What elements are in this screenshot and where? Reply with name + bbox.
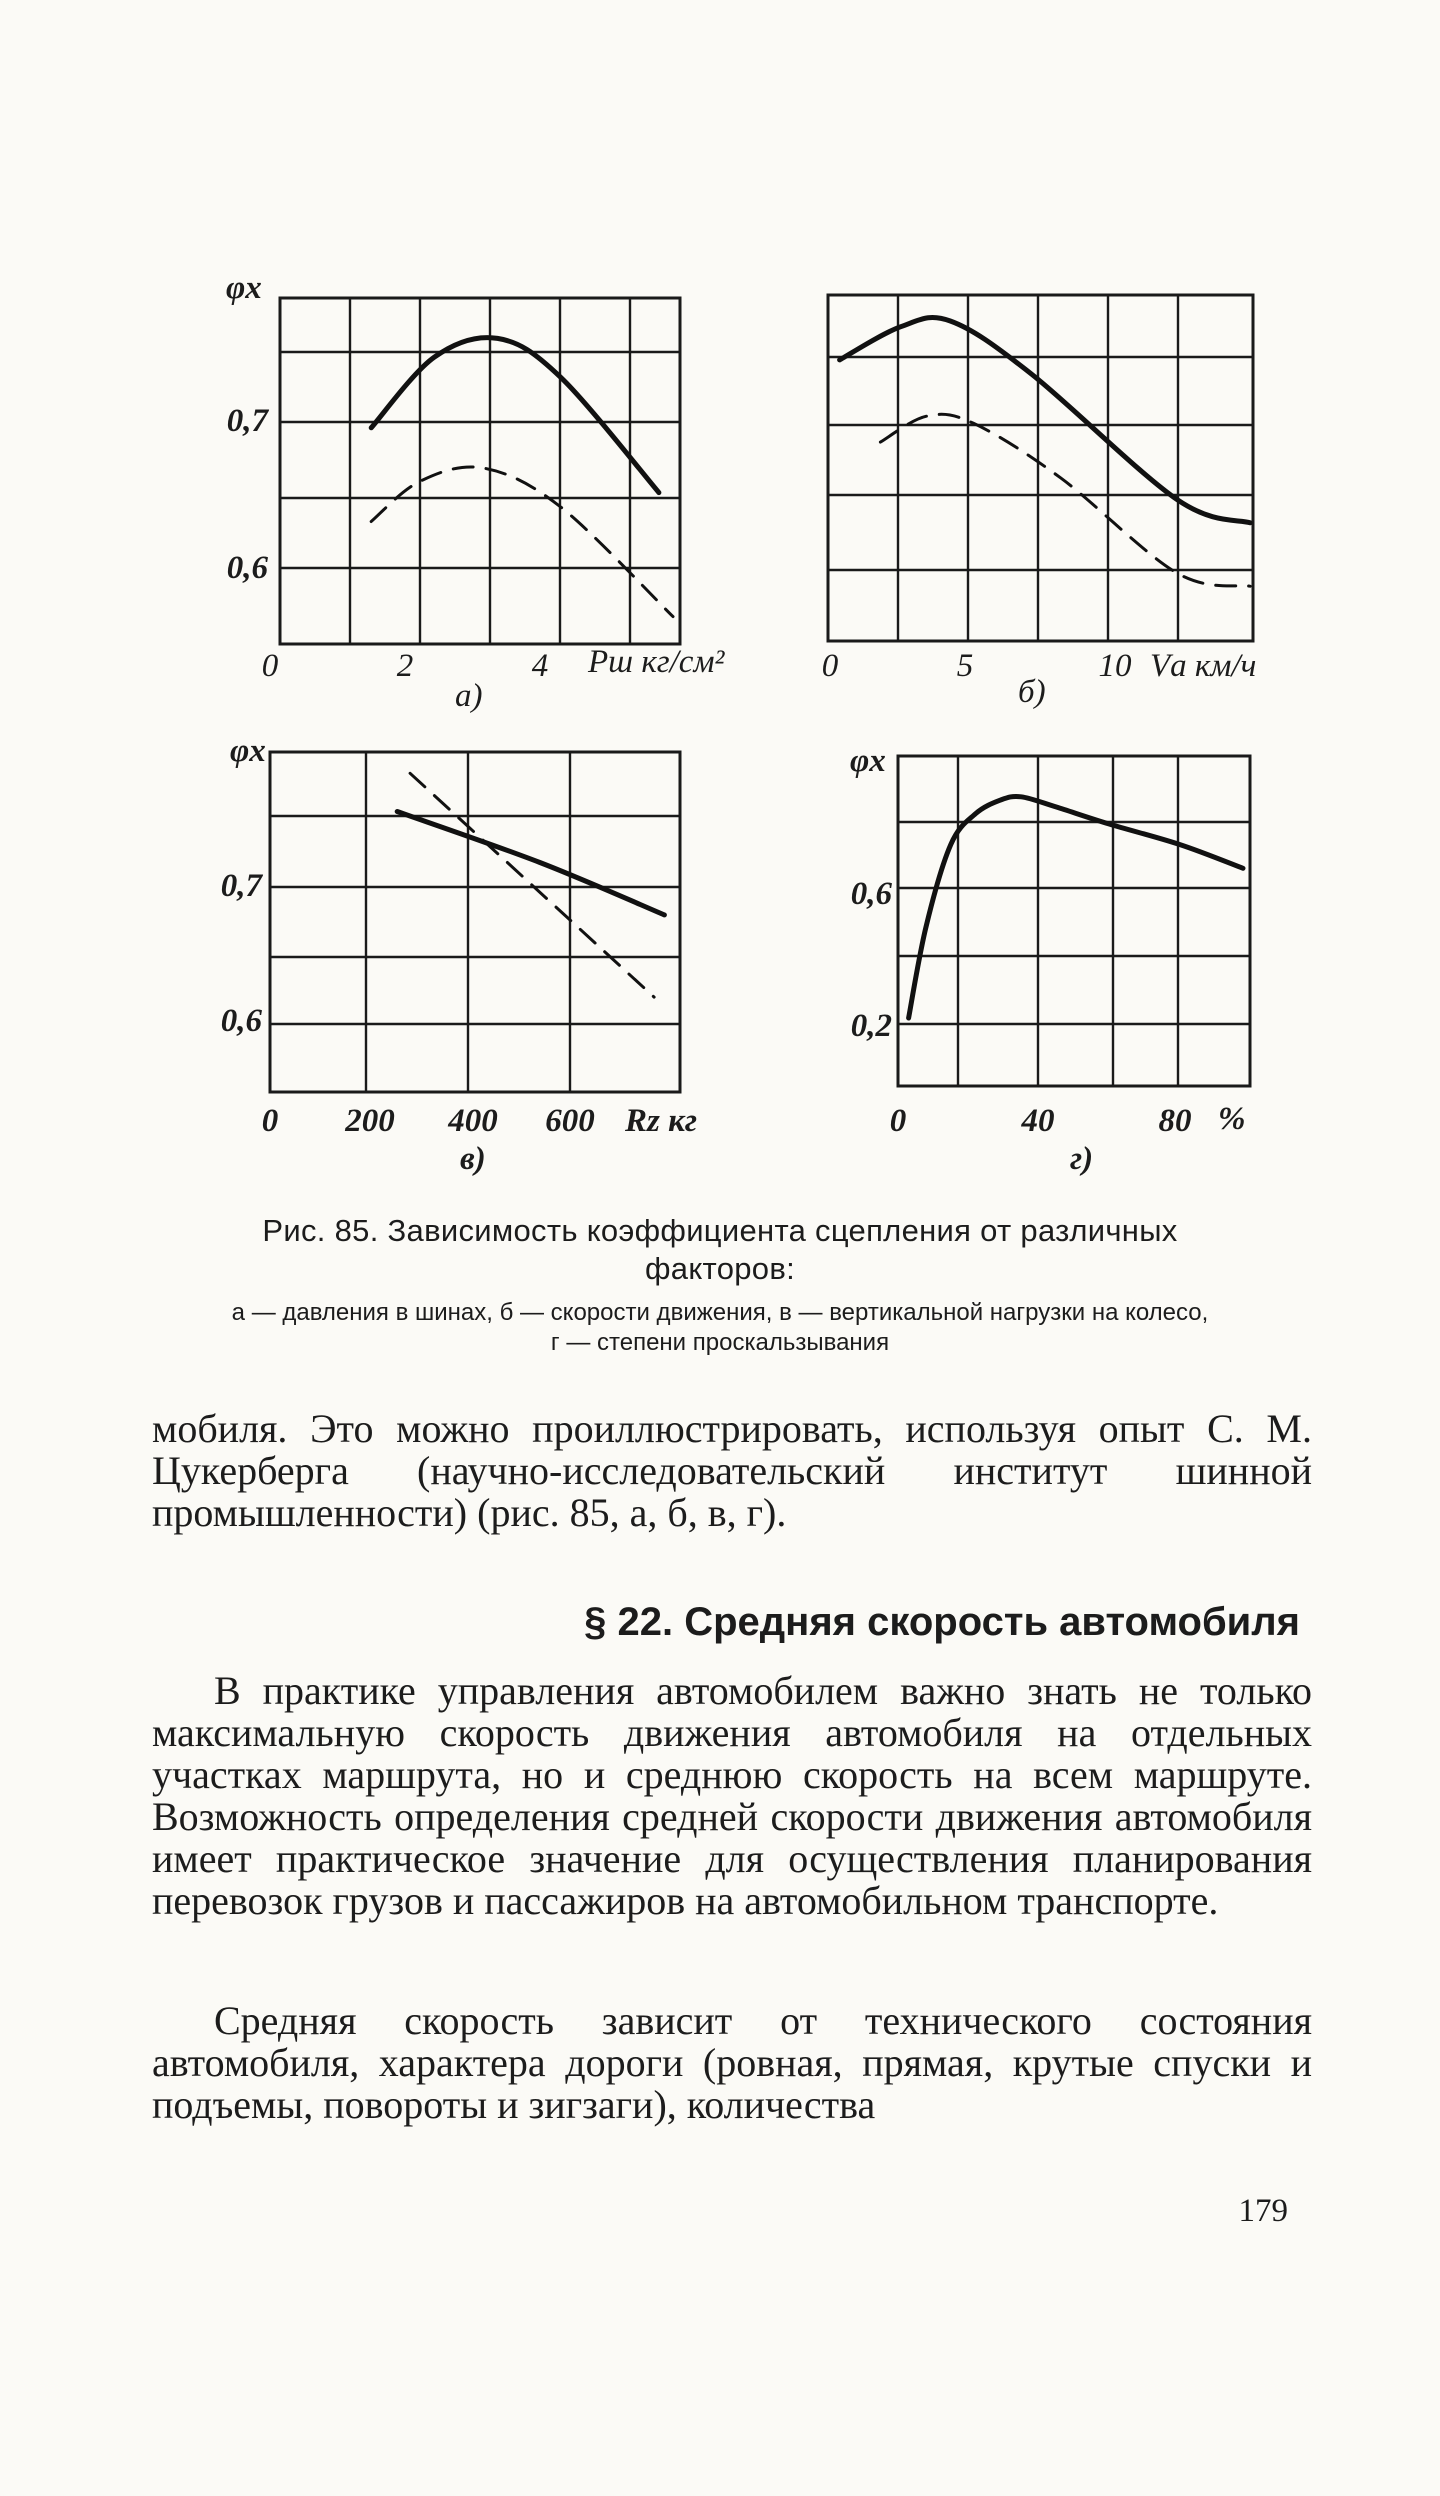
x-tick-c-3: 400 [448, 1103, 498, 1139]
x-unit-d: % [1218, 1101, 1246, 1137]
paragraph-1: В практике управления автомобилем важно знать не только максимальную скорость движения автомобиля на отдельных участках маршрута, но и среднюю скорость на всем маршруте. Возможность определения средней скорости движения автомобиля имеет практическое значение для осуществления планирования перевозок грузов и пассажиров на автомобильном транспорте. [152, 1668, 1312, 1923]
x-unit-b: Vа км/ч [1150, 648, 1257, 684]
x-tick-d-3: 80 [1158, 1103, 1192, 1139]
x-tick-b-1: 0 [821, 648, 839, 684]
plot-b [828, 295, 1253, 641]
x-tick-d-1: 0 [889, 1103, 907, 1139]
y-tick-a-2: 0,6 [226, 550, 268, 586]
x-tick-c-2: 200 [345, 1103, 395, 1139]
plot-c [270, 752, 680, 1092]
page-number: 179 [1238, 2193, 1288, 2229]
axis-label-d-y: φx [850, 743, 886, 779]
axis-label-c-y: φx [230, 733, 266, 769]
x-tick-a-1: 0 [261, 648, 279, 684]
plot-a [280, 298, 680, 644]
curve-b-solid [840, 317, 1251, 522]
figure-caption [0, 1212, 1440, 1288]
section-heading: § 22. Средняя скорость автомобиля [584, 1600, 1300, 1644]
curve-c-solid [397, 812, 664, 915]
panel-letter-b: б) [1018, 674, 1046, 710]
paragraph-0: мобиля. Это можно проиллюстрировать, используя опыт С. М. Цукерберга (научно-исследовательский институт шинной промышленности) (рис. 85, а, б, в, г). [152, 1406, 1312, 1535]
legend-line-1: а — давления в шинах, б — скорости движения, в — вертикальной нагрузки на колесо, [231, 1299, 1209, 1326]
y-tick-a-1: 0,7 [226, 403, 268, 439]
panel-letter-c: в) [460, 1141, 486, 1177]
x-tick-c-4: 600 [545, 1103, 595, 1139]
plot-d [898, 756, 1250, 1086]
x-tick-b-3: 10 [1098, 648, 1132, 684]
panel-letter-a: а) [455, 678, 483, 714]
caption-line-2: факторов: [644, 1251, 795, 1286]
y-tick-d-2: 0,2 [850, 1008, 892, 1044]
x-unit-a: Pш кг/см² [588, 644, 725, 680]
caption-line-1: Рис. 85. Зависимость коэффициента сцепления от различных [262, 1213, 1178, 1248]
x-tick-d-2: 40 [1021, 1103, 1055, 1139]
x-tick-a-3: 4 [531, 648, 549, 684]
x-tick-b-2: 5 [956, 648, 974, 684]
axis-label-a-y: φx [226, 270, 262, 306]
x-unit-c: Rz кг [625, 1103, 698, 1139]
legend-line-2: г — степени проскальзывания [550, 1329, 890, 1356]
curve-a-dashed [371, 467, 673, 617]
x-tick-a-2: 2 [396, 648, 414, 684]
curve-b-dashed [880, 414, 1250, 586]
y-tick-c-1: 0,7 [220, 868, 262, 904]
x-tick-c-1: 0 [261, 1103, 279, 1139]
panel-letter-d: г) [1070, 1141, 1094, 1177]
y-tick-d-1: 0,6 [850, 876, 892, 912]
y-tick-c-2: 0,6 [220, 1003, 262, 1039]
curve-c-dashed [410, 773, 654, 997]
paragraph-2: Средняя скорость зависит от технического состояния автомобиля, характера дороги (ровная, прямая, крутые спуски и подъемы, повороты и зигзаги), количества [152, 1998, 1312, 2127]
figure-legend [0, 1298, 1440, 1358]
curve-a-solid [371, 338, 659, 493]
